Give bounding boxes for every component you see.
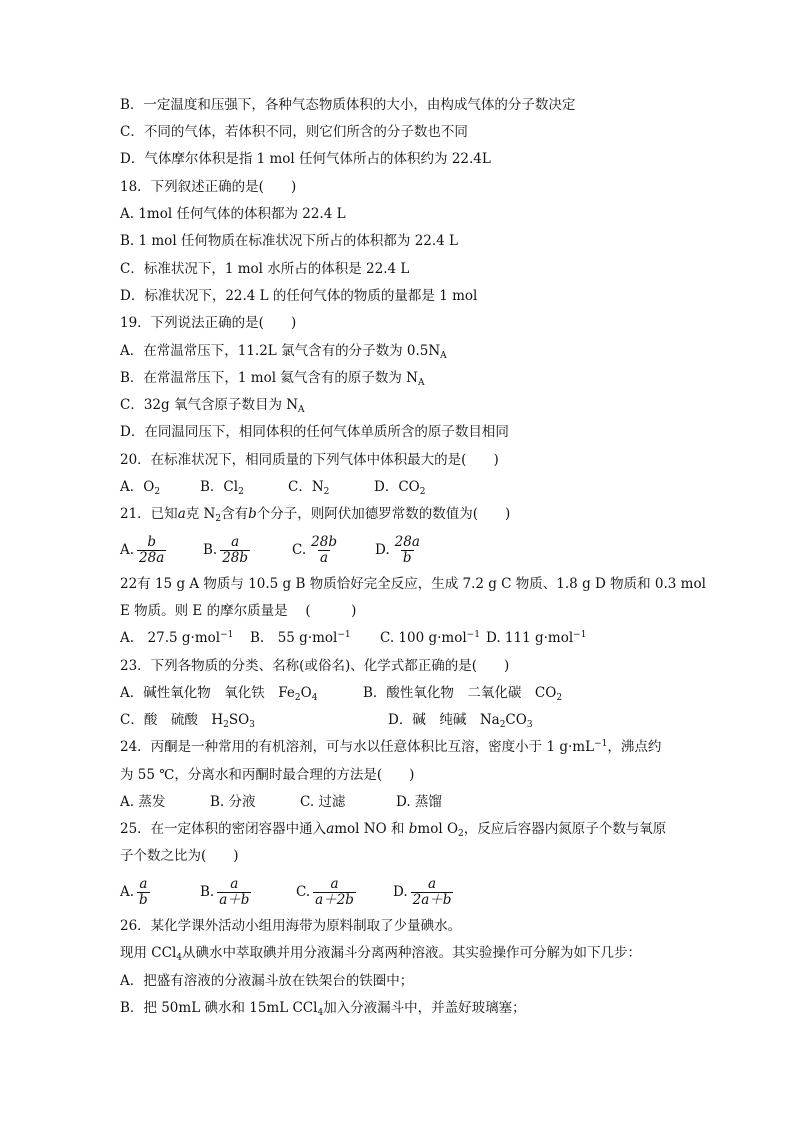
question-26-text: 现用 CCl$_4$从碘水中萃取碘并用分液漏斗分离两种溶液。其实验操作可分解为如下几步： <box>120 945 642 963</box>
option-text: C．$N_2$ <box>288 479 330 497</box>
option-text: A. 蒸发 <box>120 794 166 810</box>
fraction-options <box>120 530 680 570</box>
fraction-options <box>120 872 680 912</box>
option-text: A．碱性氧化物 氧化铁 $Fe_2O_4$ <box>120 685 318 703</box>
question-22-cont: E 物质。则 E 的摩尔质量是 ( ) <box>120 603 357 619</box>
option-text: D．气体摩尔体积是指 1 mol 任何气体所占的体积约为 22.4L <box>120 151 491 167</box>
options-row <box>120 684 680 704</box>
option-text: A．把盛有溶液的分液漏斗放在铁架台的铁圈中； <box>120 973 414 989</box>
question-19: 19．下列说法正确的是( ) <box>120 315 297 331</box>
option-text: C．标准状况下，1 mol 水所占的体积是 22.4 L <box>120 261 410 277</box>
option-text: B. $\frac{a}{a+b}$ <box>200 875 250 908</box>
question-24: 24．丙酮是一种常用的有机溶剂，可与水以任意体积比互溶，密度小于 1 $g\cdot mL^{-1}$，沸点约 <box>120 739 662 755</box>
option-text: B. 分液 <box>210 794 256 810</box>
option-text: B. 1 mol 任何物质在标准状况下所占的体积都为 22.4 L <box>120 233 459 249</box>
question-26: 26．某化学课外活动小组用海带为原料制取了少量碘水。 <box>120 918 462 934</box>
question-21: 21．已知a克 $N_2$含有b个分子，则阿伏加德罗常数的数值为( ) <box>120 506 511 524</box>
option-text: A．$O_2$ <box>120 479 161 497</box>
option-text: A. $\frac{b}{28a}$ <box>120 533 165 566</box>
option-text: C．不同的气体，若体积不同，则它们所含的分子数也不同 <box>120 124 468 140</box>
options-row <box>120 478 680 498</box>
option-text: C. 过滤 <box>300 794 346 810</box>
option-text: C．32g 氧气含原子数目为 $N_A$ <box>120 397 305 415</box>
option-text: B．把 50mL 碘水和 15mL CCl$_4$加入分液漏斗中，并盖好玻璃塞； <box>120 1000 526 1018</box>
option-text: A. 27.5 g·mol$^{-1}$ <box>120 630 234 646</box>
option-text: C. 100 g·mol$^{-1}$ <box>380 630 480 646</box>
option-text: B. 55 g·mol$^{-1}$ <box>250 630 351 646</box>
option-text: B．在常温常压下，1 mol 氦气含有的原子数为 $N_A$ <box>120 370 425 388</box>
option-text: D．碱 纯碱 $Na_2CO_3$ <box>388 712 533 730</box>
question-22: 22有 15 g A 物质与 10.5 g B 物质恰好完全反应，生成 7.2 g C 物质、1.8 g D 物质和 0.3 mol <box>120 576 706 592</box>
question-18: 18．下列叙述正确的是( ) <box>120 179 297 195</box>
option-text: D．在同温同压下，相同体积的任何气体单质所含的原子数目相同 <box>120 424 509 440</box>
option-text: D. $\frac{a}{2a+b}$ <box>393 875 452 908</box>
option-text: A. 1mol 任何气体的体积都为 22.4 L <box>120 206 346 222</box>
option-text: B．$Cl_2$ <box>200 479 244 497</box>
question-23: 23．下列各物质的分类、名称(或俗名)、化学式都正确的是( ) <box>120 658 510 674</box>
option-text: C. $\frac{a}{a+2b}$ <box>296 875 354 908</box>
question-20: 20．在标准状况下，相同质量的下列气体中体积最大的是( ) <box>120 452 499 468</box>
option-text: C. $\frac{28b}{a}$ <box>292 533 337 566</box>
options-row <box>120 629 680 649</box>
question-24-cont: 为 55 ℃，分离水和丙酮时最合理的方法是( ) <box>120 767 415 783</box>
option-text: D．$CO_2$ <box>374 479 426 497</box>
option-text: D. 蒸馏 <box>396 794 442 810</box>
options-row <box>120 793 680 813</box>
options-row <box>120 711 680 731</box>
option-text: A．在常温常压下，11.2L 氯气含有的分子数为 $0.5N_A$ <box>120 343 447 361</box>
option-text: B．酸性氧化物 二氧化碳 $CO_2$ <box>363 685 563 703</box>
option-text: C．酸 硫酸 $H_2SO_3$ <box>120 712 255 730</box>
option-text: D．标准状况下，22.4 L 的任何气体的物质的量都是 1 mol <box>120 288 478 304</box>
question-25: 25．在一定体积的密闭容器中通入amol NO 和 bmol $O_2$，反应后容器内氮原子个数与氧原 <box>120 821 667 839</box>
option-text: D. 111 g·mol$^{-1}$ <box>486 630 587 646</box>
option-text: A. $\frac{a}{b}$ <box>120 875 148 908</box>
option-text: B. $\frac{a}{28b}$ <box>203 533 249 566</box>
question-25-cont: 子个数之比为( ) <box>120 848 239 864</box>
option-text: D. $\frac{28a}{b}$ <box>375 533 420 566</box>
option-text: B．一定温度和压强下，各种气态物质体积的大小，由构成气体的分子数决定 <box>120 97 576 113</box>
